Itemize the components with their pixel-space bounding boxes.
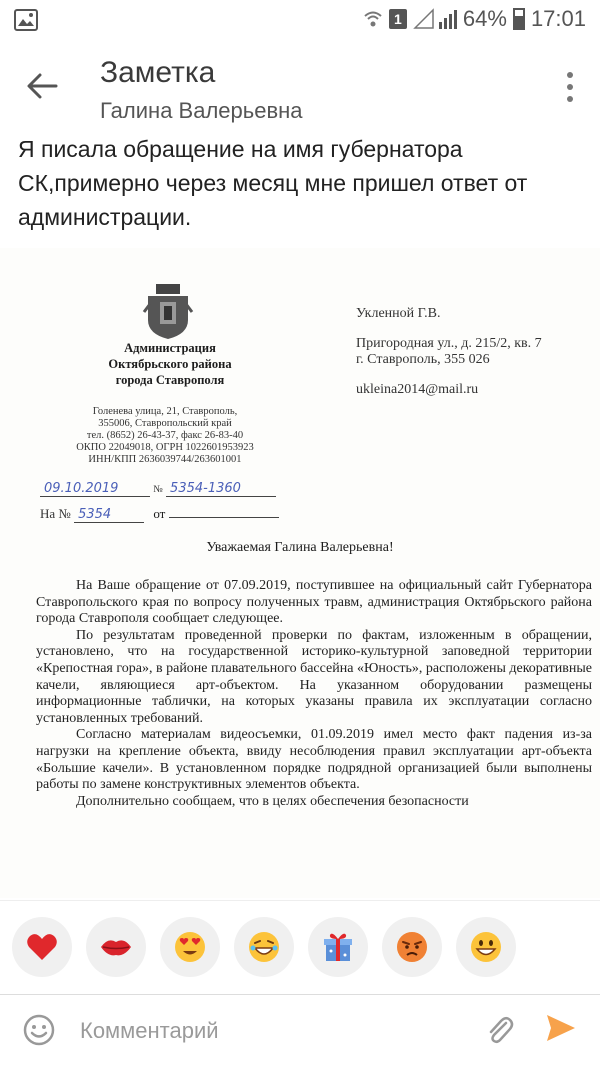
- letter-paragraph: Дополнительно сообщаем, что в целях обеспечения безопасности: [76, 793, 469, 809]
- na-label: На №: [40, 506, 71, 521]
- recipient-city: г. Ставрополь, 355 026: [356, 352, 490, 367]
- heart-icon: [26, 932, 58, 962]
- reaction-angry[interactable]: [382, 917, 442, 977]
- gift-icon: [322, 931, 354, 963]
- number-label: №: [153, 484, 163, 495]
- reaction-gift[interactable]: [308, 917, 368, 977]
- org-line: Администрация: [124, 341, 216, 355]
- letter-paragraph: На Ваше обращение от 07.09.2019, поступившее на официальный сайт Губернатора Ставропольского края по вопросу полученных травм, администрация Октябрьского района города Ставрополя сообщает следующее.: [36, 578, 592, 627]
- reaction-grinning[interactable]: [456, 917, 516, 977]
- app-bar: [0, 40, 600, 132]
- coat-of-arms-icon: [142, 282, 194, 340]
- reaction-heart[interactable]: [12, 917, 72, 977]
- recipient-block: [356, 306, 542, 398]
- addr-line: 355006, Ставропольский край: [98, 418, 232, 429]
- attach-icon[interactable]: [484, 1011, 514, 1047]
- doc-date: 09.10.2019: [40, 481, 150, 497]
- laughing-emoji-icon: [247, 930, 281, 964]
- org-line: Октябрьского района: [108, 357, 232, 371]
- battery-percent: 64%: [462, 6, 507, 31]
- recipient-address: Пригородная ул., д. 215/2, кв. 7: [356, 336, 542, 351]
- addr-line: ОКПО 22049018, ОГРН 1022601953923: [76, 442, 254, 453]
- clock: 17:01: [530, 6, 586, 31]
- letter-body: [36, 578, 592, 810]
- battery-icon: [513, 8, 525, 30]
- signal-icon: [413, 8, 457, 30]
- letter-paragraph: По результатам проведенной проверки по фактам, изложенным в обращении, установлено, что на государственной историко-культурной заповедной территории «Крепостная гора», в районе плавательного бассейна «Юность», расположены декоративные качели, являющиеся арт-объектом. На указанном оборудовании размещены информационные таблички, на которых указаны правила их эксплуатации согласно установленных требований.: [36, 627, 592, 726]
- angry-emoji-icon: [395, 930, 429, 964]
- grinning-emoji-icon: [469, 930, 503, 964]
- doc-number: 5354-1360: [166, 481, 276, 497]
- org-line: города Ставрополя: [115, 373, 225, 387]
- recipient-name: Укленной Г.В.: [356, 306, 441, 321]
- sim-badge: 1: [389, 9, 407, 29]
- reaction-kiss[interactable]: [86, 917, 146, 977]
- sender-address: [40, 406, 290, 466]
- reference-line: [40, 506, 279, 523]
- reactions-bar: [0, 900, 600, 994]
- more-vert-icon[interactable]: [564, 70, 576, 104]
- recipient-email: ukleina2014@mail.ru: [356, 382, 479, 397]
- comment-bar: [0, 994, 600, 1065]
- wifi-icon: [363, 9, 383, 29]
- send-icon[interactable]: [544, 1011, 578, 1045]
- sender-organization: [50, 340, 290, 388]
- post-text: Я писала обращение на имя губернатора СК,примерно через месяц мне пришел ответ от администрации.: [18, 136, 528, 230]
- gallery-icon: [14, 9, 38, 31]
- author-name[interactable]: Галина Валерьевна: [100, 98, 303, 123]
- addr-line: ИНН/КПП 2636039744/263601001: [88, 454, 242, 465]
- reaction-laughing[interactable]: [234, 917, 294, 977]
- document-image[interactable]: [0, 248, 600, 898]
- back-arrow-icon[interactable]: [22, 66, 62, 106]
- ot-blank: [169, 506, 279, 518]
- smiley-icon[interactable]: [22, 1013, 56, 1047]
- status-bar: [0, 0, 600, 40]
- salutation: Уважаемая Галина Валерьевна!: [206, 540, 394, 555]
- letter-paragraph: Согласно материалам видеосъемки, 01.09.2019 имел место факт падения из-за нагрузки на крепление объекта, ввиду несоблюдения правил эксплуатации арт-объекта «Большие качели». В установленном порядке подрядной организацией были выполнены работы по замене конструктивных элементов объекта.: [36, 727, 592, 793]
- comment-input[interactable]: [80, 1013, 460, 1049]
- na-number: 5354: [74, 507, 144, 523]
- page-title: Заметка: [100, 56, 216, 89]
- reaction-heart-eyes[interactable]: [160, 917, 220, 977]
- addr-line: тел. (8652) 26-43-37, факс 26-83-40: [86, 430, 244, 441]
- ot-label: от: [153, 506, 166, 521]
- doc-date-line: [40, 480, 276, 497]
- heart-eyes-emoji-icon: [173, 930, 207, 964]
- addr-line: Голенева улица, 21, Ставрополь,: [92, 406, 238, 417]
- kiss-lips-icon: [99, 935, 133, 959]
